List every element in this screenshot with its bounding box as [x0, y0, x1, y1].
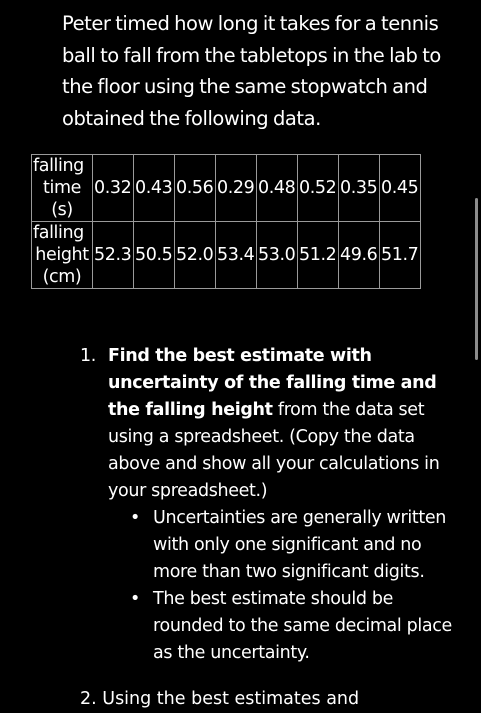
- intro-paragraph: Peter timed how long it takes for a tennis ball to fall from the tabletops in the lab to the floor using the same stopwatch and obtained the following data.: [62, 12, 441, 130]
- bullet-text: The best estimate should be rounded to the same decimal place as the uncertainty.: [153, 589, 452, 663]
- table-cell: 52.0: [175, 222, 216, 289]
- table-cell: 0.52: [298, 155, 339, 222]
- header-line: (s): [51, 200, 73, 220]
- table-cell: 0.35: [339, 155, 380, 222]
- header-line: (cm): [42, 267, 82, 287]
- table-cell: 0.48: [257, 155, 298, 222]
- table-row-falling-time: [32, 155, 421, 222]
- table-cell: 0.45: [380, 155, 421, 222]
- task-bold-text: Find the best estimate with uncertainty of the falling time and the falling height: [108, 346, 437, 420]
- table-cell: 0.56: [175, 155, 216, 222]
- task-list: [80, 343, 465, 667]
- bullet-item: [108, 505, 465, 586]
- task-item-1: [80, 343, 465, 667]
- table-cell: 0.32: [93, 155, 134, 222]
- header-line: height: [35, 245, 89, 265]
- bullet-item: [108, 586, 465, 667]
- scrollbar-thumb[interactable]: [475, 198, 478, 360]
- table-cell: 51.2: [298, 222, 339, 289]
- table-cell: 52.3: [93, 222, 134, 289]
- table-cell: 50.5: [134, 222, 175, 289]
- table-cell: 53.4: [216, 222, 257, 289]
- row-header-falling-time: [32, 155, 93, 222]
- bullet-text: Uncertainties are generally written with only one significant and no more than two significant digits.: [153, 508, 447, 582]
- table-row-falling-height: [32, 222, 421, 289]
- table-cell: 0.43: [134, 155, 175, 222]
- header-line: time: [43, 178, 81, 198]
- header-line: falling: [33, 156, 84, 176]
- task-number: 1.: [80, 346, 96, 366]
- header-line: falling: [33, 223, 84, 243]
- table-cell: 49.6: [339, 222, 380, 289]
- next-task-partial: 2. Using the best estimates and: [80, 689, 360, 709]
- bullet-dot: •: [130, 589, 140, 609]
- table-cell: 0.29: [216, 155, 257, 222]
- data-table: [31, 154, 421, 289]
- row-header-falling-height: [32, 222, 93, 289]
- table-cell: 53.0: [257, 222, 298, 289]
- bullet-dot: •: [130, 508, 140, 528]
- task-text: from the data set using a spreadsheet. (Copy the data above and show all your calculations in your spreadsheet.): [108, 400, 440, 501]
- task-bullets: [108, 505, 465, 667]
- table-cell: 51.7: [380, 222, 421, 289]
